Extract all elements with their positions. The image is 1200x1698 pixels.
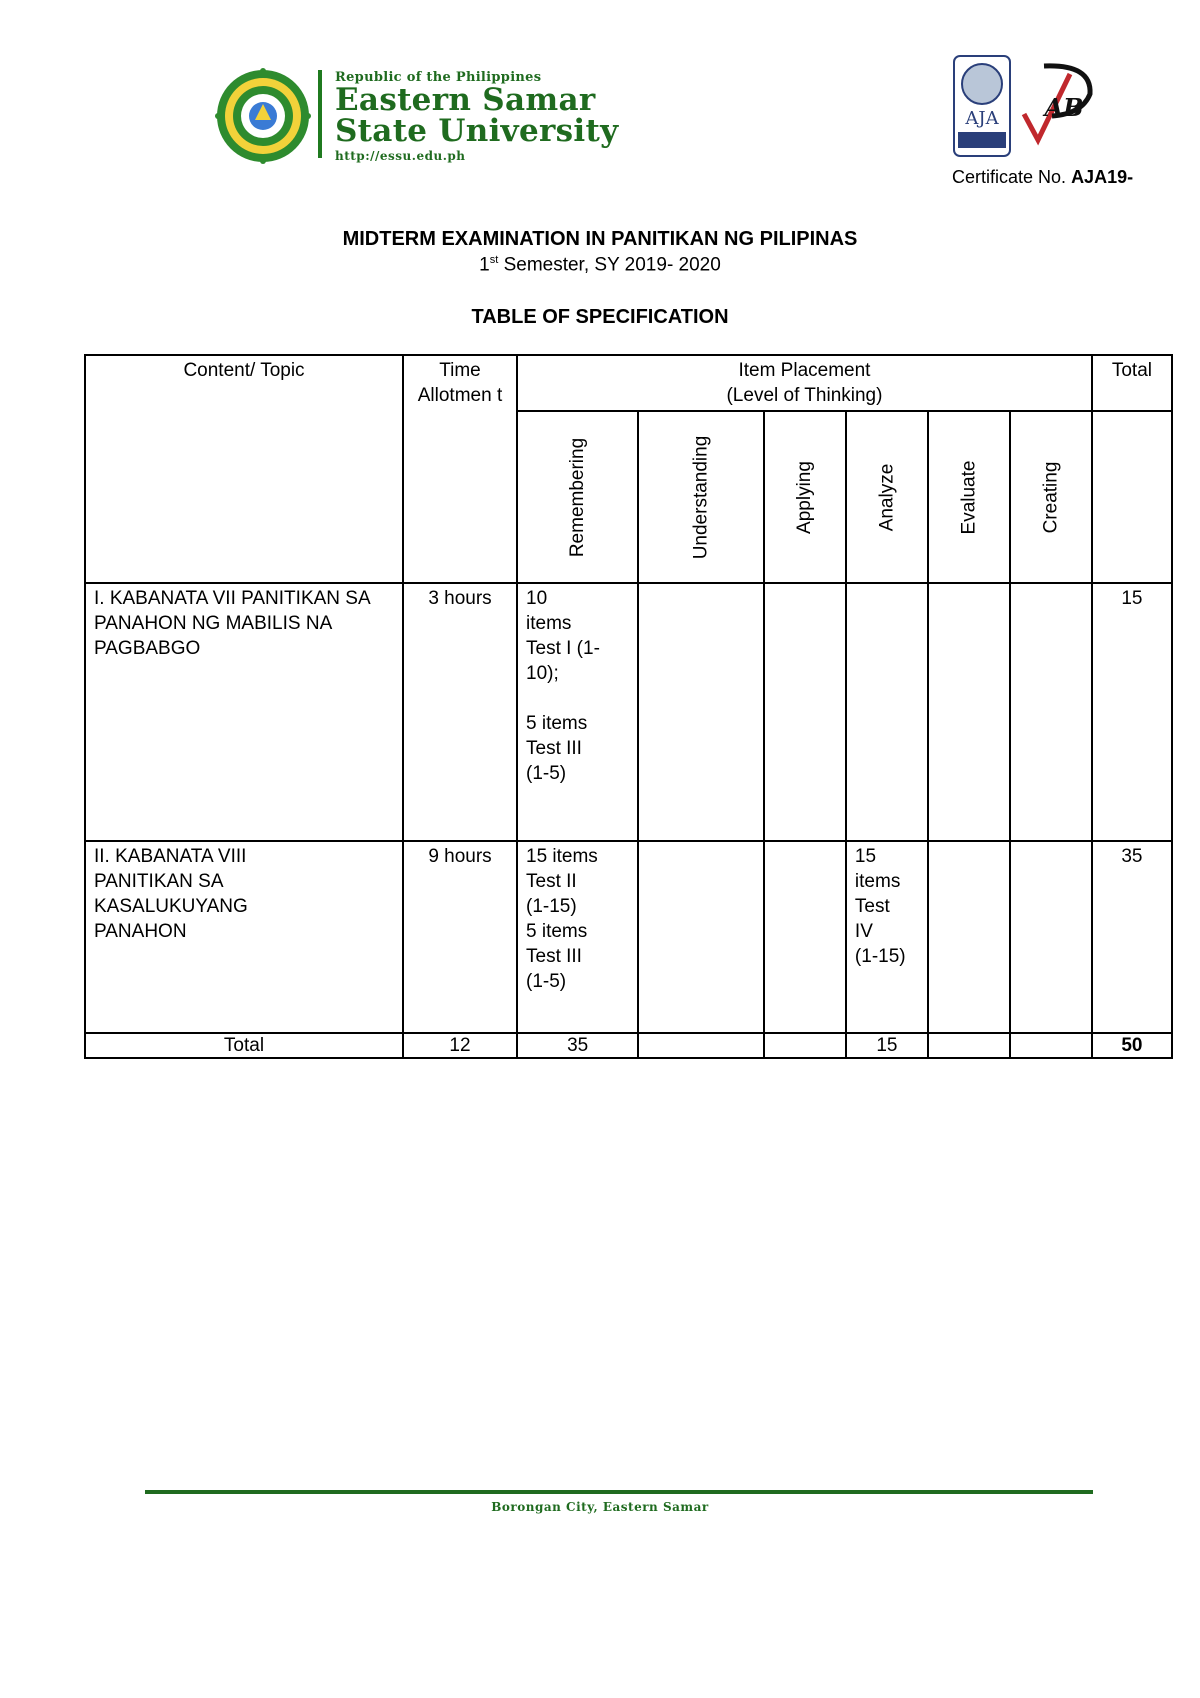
level-label: Analyze	[876, 463, 898, 531]
level-label: Creating	[1040, 461, 1062, 533]
university-header	[335, 70, 618, 163]
table-row	[85, 841, 1172, 1033]
analyze-cell: 15 items Test IV (1-15)	[846, 841, 928, 1033]
exam-title: MIDTERM EXAMINATION IN PANITIKAN NG PILIPINAS	[342, 228, 858, 250]
creating-cell	[1010, 841, 1092, 1033]
specification-table	[84, 354, 1173, 1059]
svg-text:AJA: AJA	[965, 108, 999, 129]
level-label: Understanding	[690, 435, 712, 559]
totals-understanding	[638, 1033, 764, 1058]
creating-cell	[1010, 583, 1092, 841]
semester-line	[0, 254, 1200, 276]
applying-cell	[764, 583, 846, 841]
remembering-cell: 15 items Test II (1-15) 5 items Test III (1-5)	[517, 841, 638, 1033]
certificate-number	[952, 167, 1133, 188]
totals-creating	[1010, 1033, 1092, 1058]
totals-applying	[764, 1033, 846, 1058]
analyze-cell	[846, 583, 928, 841]
remembering-cell: 10 items Test I (1- 10); 5 items Test III (1-5)	[517, 583, 638, 841]
header-evaluate	[928, 411, 1010, 583]
understanding-cell	[638, 583, 764, 841]
totals-remembering: 35	[517, 1033, 638, 1058]
header-total: Total	[1092, 355, 1172, 411]
item-placement-label: Item Placement	[738, 360, 871, 381]
university-seal-logo	[215, 68, 311, 164]
header-total-blank	[1092, 411, 1172, 583]
footer-address: Borongan City, Eastern Samar	[491, 1500, 709, 1514]
grand-total: 50	[1092, 1033, 1172, 1058]
header-analyze	[846, 411, 928, 583]
understanding-cell	[638, 841, 764, 1033]
level-label: Applying	[794, 460, 816, 534]
university-url: http://essu.edu.ph	[335, 149, 466, 163]
level-label: Evaluate	[958, 460, 980, 534]
header-divider	[318, 70, 322, 158]
header-content-topic: Content/ Topic	[85, 355, 403, 583]
header-item-placement	[517, 355, 1092, 411]
footer-divider	[145, 1490, 1093, 1494]
totals-analyze: 15	[846, 1033, 928, 1058]
evaluate-cell	[928, 841, 1010, 1033]
topic-cell: II. KABANATA VIII PANITIKAN SA KASALUKUYANG PANAHON	[85, 841, 403, 1033]
header-creating	[1010, 411, 1092, 583]
totals-evaluate	[928, 1033, 1010, 1058]
certificate-label: Certificate No.	[952, 167, 1067, 187]
university-name-line1: Eastern Samar	[335, 82, 596, 118]
semester-number: 1	[479, 254, 490, 276]
certificate-value: AJA19-	[1071, 167, 1134, 187]
header-understanding	[638, 411, 764, 583]
topic-cell: I. KABANATA VII PANITIKAN SA PANAHON NG MABILIS NA PAGBABGO	[85, 583, 403, 841]
totals-label: Total	[85, 1033, 403, 1058]
time-cell: 9 hours	[403, 841, 517, 1033]
row-total-cell: 35	[1092, 841, 1172, 1033]
row-total-cell: 15	[1092, 583, 1172, 841]
university-name-line2: State University	[335, 113, 619, 149]
header-time-allotment: Time Allotmen t	[403, 355, 517, 583]
totals-time: 12	[403, 1033, 517, 1058]
certification-logos	[952, 54, 1102, 162]
header-applying	[764, 411, 846, 583]
level-of-thinking-label: (Level of Thinking)	[726, 385, 883, 406]
evaluate-cell	[928, 583, 1010, 841]
header-row	[85, 355, 1172, 411]
table-row	[85, 583, 1172, 841]
semester-suffix: st	[489, 254, 499, 266]
svg-text:AB: AB	[1044, 93, 1084, 122]
applying-cell	[764, 841, 846, 1033]
header-remembering	[517, 411, 638, 583]
totals-row	[85, 1033, 1172, 1058]
time-cell: 3 hours	[403, 583, 517, 841]
republic-label: Republic of the Philippines	[335, 70, 542, 85]
semester-text: Semester, SY 2019- 2020	[498, 254, 721, 276]
level-label: Remembering	[567, 437, 589, 557]
table-title: TABLE OF SPECIFICATION	[471, 306, 729, 328]
